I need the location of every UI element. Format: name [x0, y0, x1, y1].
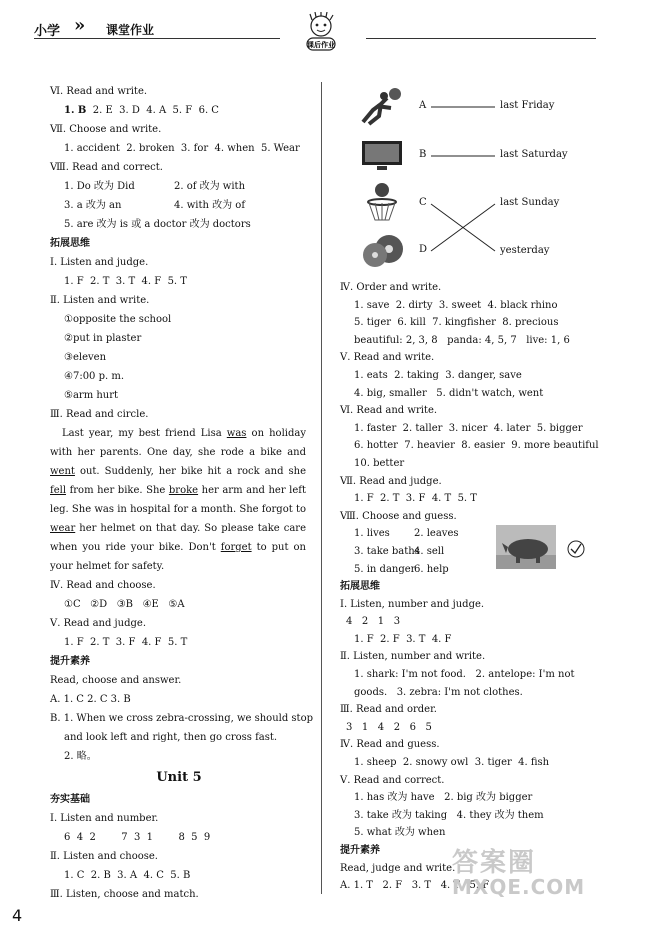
rhino-image	[496, 525, 556, 569]
answer-row: 1. eats 2. taking 3. danger, save	[354, 369, 522, 381]
answer-row: 3. take baths4. sell	[354, 545, 445, 557]
answer-row: 1. has 改为 have 2. big 改为 bigger	[354, 792, 533, 804]
left-column	[50, 82, 313, 904]
answer-row: 2. 略。	[64, 751, 97, 762]
answer-row: 10. better	[354, 457, 405, 469]
mascot-logo	[298, 12, 344, 52]
matching-diagram	[355, 86, 595, 266]
answer-row: 6 4 2 7 3 1 8 5 9	[64, 832, 211, 843]
svg-text:课后作业: 课后作业	[307, 41, 335, 49]
answer-row: 3 1 4 2 6 5	[346, 721, 432, 733]
match-time: last Saturday	[500, 149, 568, 160]
answer-row: and look left and right, then go cross fast.	[64, 732, 278, 743]
section-heading: 夯实基础	[50, 794, 90, 805]
answer-row: 1. F 2. T 3. F 4. T 5. T	[354, 493, 477, 505]
section-heading: 提升素养	[50, 656, 90, 667]
section-title: Ⅳ. Order and write.	[340, 282, 442, 293]
section-title: Ⅲ. Read and circle.	[50, 409, 149, 420]
section-title: Ⅵ. Read and write.	[50, 86, 148, 97]
answer-row: 1. faster 2. taller 3. nicer 4. later 5. bigger	[354, 422, 583, 434]
answer-row: 1. shark: I'm not food. 2. antelope: I'm not	[354, 669, 575, 681]
checkmark-icon	[566, 539, 586, 559]
answer-row: 5. what 改为 when	[354, 827, 446, 839]
list-item: ④7:00 p. m.	[64, 371, 125, 382]
answer-row: 1. accident 2. broken 3. for 4. when 5. Wear	[64, 143, 300, 154]
section-title: Ⅷ. Read and correct.	[50, 162, 163, 173]
header-rule-right	[366, 38, 596, 39]
answer-row: goods. 3. zebra: I'm not clothes.	[354, 686, 523, 698]
header-title: 课堂作业	[106, 23, 155, 37]
section-title: Ⅳ. Read and guess.	[340, 739, 440, 751]
answer-row: ①C ②D ③B ④E ⑤A	[64, 599, 185, 610]
page-number: 4	[12, 906, 23, 925]
section-title: Ⅶ. Read and judge.	[340, 475, 442, 487]
unit-title: Unit 5	[156, 770, 202, 785]
right-column	[340, 279, 602, 895]
guess-block	[340, 525, 602, 578]
section-title: Ⅰ. Listen and number.	[50, 813, 159, 824]
section-title: Ⅴ. Read and judge.	[50, 618, 146, 629]
answer-row: beautiful: 2, 3, 8 panda: 4, 5, 7 live: 1, 6	[354, 334, 570, 346]
answer-row: 3. take 改为 taking 4. they 改为 them	[354, 809, 544, 821]
header-rule-left	[34, 38, 280, 39]
section-title: Ⅲ. Listen, choose and match.	[50, 889, 199, 900]
section-title: Ⅲ. Read and order.	[340, 704, 437, 716]
answer-row: 1. sheep 2. snowy owl 3. tiger 4. fish	[354, 757, 550, 769]
page-header	[0, 0, 645, 50]
match-time: yesterday	[500, 245, 550, 256]
watermark: 答案圈 MXQE.COM	[452, 848, 586, 899]
section-title: Ⅷ. Choose and guess.	[340, 510, 457, 522]
section-title: Read, choose and answer.	[50, 675, 182, 686]
answer-row: 4. big, smaller 5. didn't watch, went	[354, 387, 544, 399]
match-letter: A	[419, 100, 427, 111]
match-time: last Friday	[500, 100, 555, 111]
answer-row: A. 1. C 2. C 3. B	[50, 694, 131, 705]
answer-row: 1. B 2. E 3. D 4. A 5. F 6. C	[64, 105, 219, 116]
section-title: Ⅶ. Choose and write.	[50, 124, 162, 135]
list-item: ②put in plaster	[64, 333, 142, 344]
section-title: Ⅱ. Listen and choose.	[50, 851, 158, 862]
answer-row: 5. are 改为 is 或 a doctor 改为 doctors	[64, 219, 251, 230]
answer-row: 1. F 2. T 3. T 4. F 5. T	[64, 276, 187, 287]
answer-row: B. 1. When we cross zebra-crossing, we should stop	[50, 713, 313, 724]
section-title: Ⅱ. Listen, number and write.	[340, 651, 486, 663]
answer-row: 1. lives 2. leaves	[354, 528, 459, 540]
chevron-icon: »	[74, 15, 80, 36]
reading-passage: Last year, my best friend Lisa was on holiday with her parents. One day, she rode a bike and went out. Suddenly, her bike hit a rock and she fell from her bike. She broke her arm and her left leg. She was in hospital for a month. She forgot to wear her helmet on that day. So please take care when you ride your bike. Don't forget to put on your helmet for safety.	[50, 428, 306, 572]
list-item: ①opposite the school	[64, 314, 172, 325]
match-time: last Sunday	[500, 197, 560, 208]
section-title: Ⅰ. Listen and judge.	[50, 257, 149, 268]
list-item: ⑤arm hurt	[64, 390, 119, 401]
header-tab: 小学	[34, 24, 61, 39]
answer-row: 4 2 1 3	[346, 616, 401, 628]
section-title: Ⅰ. Listen, number and judge.	[340, 598, 485, 610]
answer-row: 5. tiger 6. kill 7. kingfisher 8. precious	[354, 317, 559, 329]
list-item: ③eleven	[64, 352, 107, 363]
match-letter: B	[419, 149, 427, 160]
answer-row: 1. F 2. T 3. F 4. F 5. T	[64, 637, 188, 648]
section-title: Ⅵ. Read and write.	[340, 405, 438, 417]
section-heading: 拓展思维	[340, 581, 380, 593]
answer-row: 1. F 2. F 3. T 4. F	[354, 633, 452, 645]
answer-row: 3. a 改为 an 4. with 改为 of	[64, 200, 246, 211]
section-title: Ⅴ. Read and write.	[340, 352, 435, 364]
answer-row: 6. hotter 7. heavier 8. easier 9. more beautiful	[354, 440, 599, 452]
answer-row: 1. C 2. B 3. A 4. C 5. B	[64, 870, 191, 881]
section-title: Ⅴ. Read and correct.	[340, 774, 445, 786]
section-heading: 拓展思维	[50, 238, 90, 249]
match-letter: D	[419, 244, 428, 255]
answer-row: 1. Do 改为 Did 2. of 改为 with	[64, 181, 246, 192]
section-heading: 提升素养	[340, 845, 380, 856]
answer-row: 1. save 2. dirty 3. sweet 4. black rhino	[354, 299, 558, 311]
answer-row: A. 1. T 2. F 3. T 4. T 5. F	[340, 880, 490, 892]
section-title: Ⅱ. Listen and write.	[50, 295, 150, 306]
matching-lines	[355, 86, 595, 266]
section-title: Read, judge and write.	[340, 862, 456, 874]
answer-row: 5. in danger6. help	[354, 563, 449, 575]
section-title: Ⅳ. Read and choose.	[50, 580, 156, 591]
match-letter: C	[419, 197, 427, 208]
column-divider	[321, 82, 322, 894]
